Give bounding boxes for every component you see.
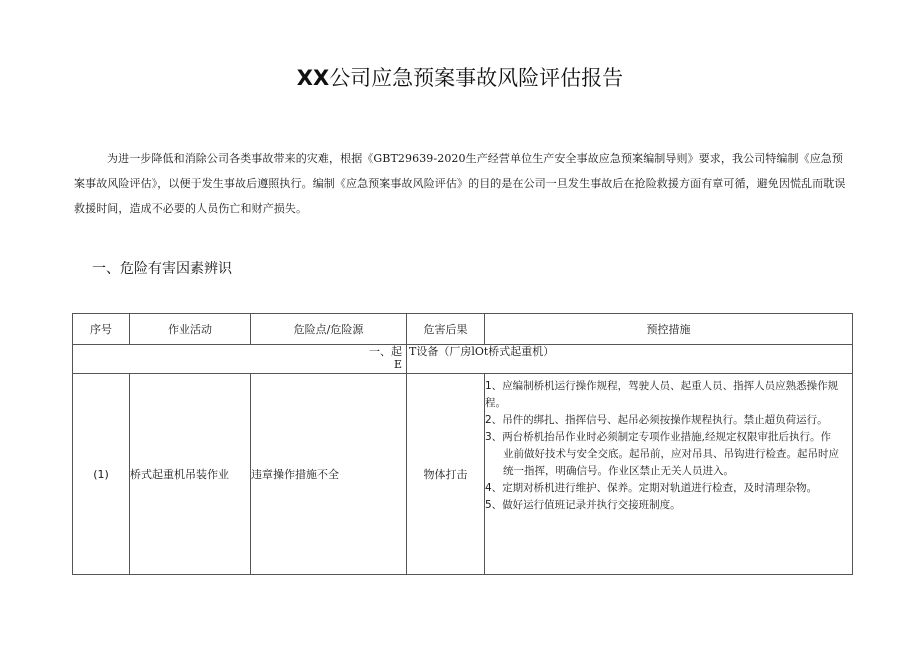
category-left-line2: E: [393, 358, 402, 371]
measure-text: 应编制桥机运行操作规程，驾驶人员、起重人员、指挥人员应熟悉操作规程。: [485, 380, 839, 409]
measure-item: [485, 412, 848, 429]
measure-number: 3、: [485, 431, 503, 443]
title-prefix: XX: [296, 66, 330, 90]
row-num: (1): [73, 374, 130, 575]
measure-number: 2、: [485, 414, 503, 426]
table-header-row: [73, 314, 853, 345]
row-measures: [485, 374, 853, 575]
risk-table: [72, 313, 853, 575]
measure-number: 5、: [485, 499, 503, 511]
row-activity: 桥式起重机吊装作业: [130, 374, 251, 575]
row-consequence: 物体打击: [407, 374, 485, 575]
measure-text: 定期对桥机进行维护、保养。定期对轨道进行检查，及时清理杂物。: [502, 482, 818, 494]
title-text: 公司应急预案事故风险评估报告: [329, 66, 624, 90]
measure-continuation: 业前做好技术与安全交底。起吊前，应对吊具、吊钩进行检查。起吊时应统一指挥，明确信号。作业区禁止无关人员进入。: [503, 448, 839, 477]
measure-text: 做好运行值班记录并执行交接班制度。: [502, 499, 681, 511]
measure-item: [485, 378, 848, 412]
row-hazard: 违章操作措施不全: [251, 374, 407, 575]
category-right-cell: T设备（厂房lOt桥式起重机）: [407, 345, 853, 374]
report-title: [0, 62, 920, 92]
header-hazard: 危险点/危险源: [251, 314, 407, 345]
measure-number: 1、: [485, 380, 503, 392]
measure-item: [485, 429, 848, 480]
measure-text: 吊件的绑扎、指挥信号、起吊必须按操作规程执行。禁止超负荷运行。: [502, 414, 828, 426]
measure-item: [485, 480, 848, 497]
header-num: 序号: [73, 314, 130, 345]
category-left-line1: 一、起: [369, 345, 402, 358]
measures-list: [485, 378, 848, 514]
measure-number: 4、: [485, 482, 503, 494]
table-row: [73, 374, 853, 575]
header-consequence: 危害后果: [407, 314, 485, 345]
category-left-cell: [73, 345, 407, 374]
measure-item: [485, 497, 848, 514]
category-row: [73, 345, 853, 374]
header-measures: 预控措施: [485, 314, 853, 345]
measure-text: 两台桥机抬吊作业时必须制定专项作业措施,经规定权限审批后执行。作: [502, 431, 832, 443]
header-activity: 作业活动: [130, 314, 251, 345]
intro-paragraph: 为进一步降低和消除公司各类事故带来的灾难，根据《GBT29639-2020生产经营单位生产安全事故应急预案编制导则》要求，我公司特编制《应急预案事故风险评估》，以便于发生事故后遵照执行。编制《应急预案事故风险评估》的目的是在公司一旦发生事故后在抢险救援方面有章可循，避免因慌乱而耽误救援时间，造成不必要的人员伤亡和财产损失。: [74, 152, 846, 215]
section-heading: 一、危险有害因素辨识: [92, 261, 232, 277]
